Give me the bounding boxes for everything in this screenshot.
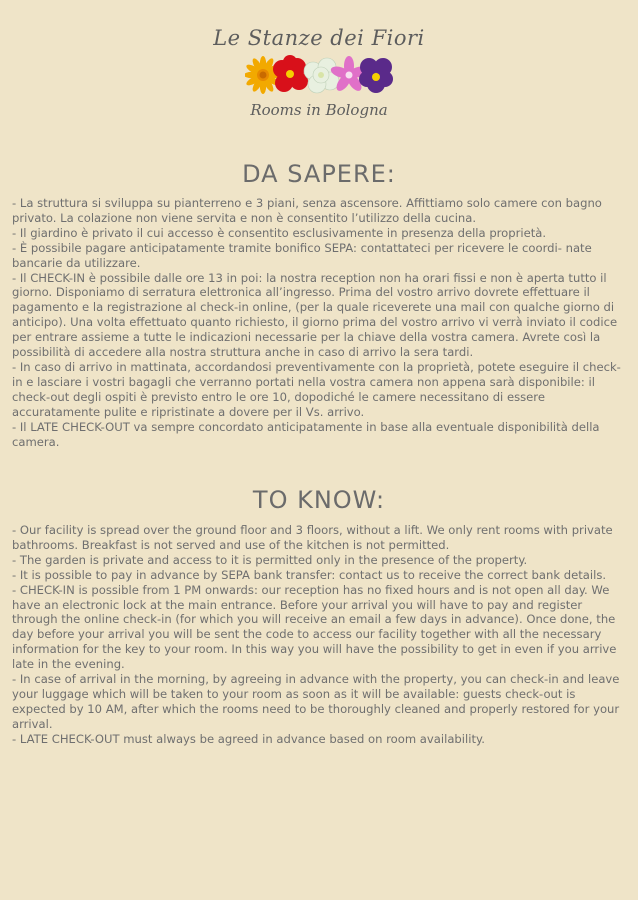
white-flower-icon (304, 58, 339, 93)
brand-tagline: Rooms in Bologna (250, 101, 388, 119)
info-paragraph: - La struttura si sviluppa su pianterreno e 3 piani, senza ascensore. Affittiamo solo camere con bagno privato. La colazione non viene servita e non è consentito l’utilizzo della cucina. (12, 196, 602, 225)
info-paragraph: - Il CHECK-IN è possibile dalle ore 13 in poi: la nostra reception non ha orari fissi e non è aperta tutto il giorno. Disponiamo di serratura elettronica all’ingresso. Prima del vostro arrivo dovrete effettuare il pagamento e la registrazione al check-in online, (per la quale riceverete una mail con qualche giorno di anticipo). Una volta effettuato quanto richiesto, il giorno prima del vostro arrivo vi verrà inviato il codice per entrare assieme a tutte le indicazioni necessarie per la chiave della vostra camera. Avrete così la possibilità di accedere alla nostra struttura anche in caso di arrivo la sera tardi. (12, 270, 618, 360)
info-paragraph: - Our facility is spread over the ground floor and 3 floors, without a lift. We only rent rooms with private bathrooms. Breakfast is not served and use of the kitchen is not permitted. (12, 523, 613, 552)
info-paragraph: - The garden is private and access to it is permitted only in the presence of the property. (12, 552, 528, 567)
info-paragraph: - LATE CHECK-OUT must always be agreed in advance based on room availability. (12, 731, 485, 746)
brand-name: Le Stanze dei Fiori (213, 26, 425, 50)
purple-flower-icon (359, 58, 393, 93)
italian-info-block (12, 196, 628, 449)
info-paragraph: - In caso di arrivo in mattinata, accordandosi preventivamente con la proprietà, potete eseguire il check-in e lasciare i vostri bagagli che verranno portati nella vostra camera non appena sarà disponibile: il check-out degli ospiti è previsto entro le ore 10, dopodiché le camere necessitano di essere accuratamente pulite e ripristinate a dovere per il Vs. arrivo. (12, 359, 621, 419)
info-paragraph: - In case of arrival in the morning, by agreeing in advance with the property, you can check-in and leave your luggage which will be taken to your room as soon as it will be available: guests check-out is expected by 10 AM, after which the rooms need to be thoroughly cleaned and properly restored for your arrival. (12, 672, 620, 731)
english-info-block (12, 523, 628, 747)
section-title-english: TO KNOW: (252, 486, 386, 514)
info-paragraph: - È possibile pagare anticipatamente tramite bonifico SEPA: contattateci per ricevere le coordi- nate bancarie da utilizzare. (12, 240, 592, 270)
info-paragraph: - Il LATE CHECK-OUT va sempre concordato anticipatamente in base alla eventuale disponibilità della camera. (12, 419, 600, 449)
info-paragraph: - CHECK-IN is possible from 1 PM onwards: our reception has no fixed hours and is not open all day. We have an electronic lock at the main entrance. Before your arrival you will have to pay and register through the online check-in (for which you will receive an email a few days in advance). Once done, the day before your arrival you will be sent the code to access our facility together with all the necessary information for the key to your room. In this way you will have the possibility to get in even if you arrive late in the evening. (12, 582, 617, 672)
red-flower-icon (273, 55, 308, 92)
flowers-logo-image (245, 54, 395, 96)
section-title-italian: DA SAPERE: (242, 160, 396, 188)
info-paragraph: - It is possible to pay in advance by SEPA bank transfer: contact us to receive the correct bank details. (12, 567, 607, 582)
info-paragraph: - Il giardino è privato il cui accesso è consentito esclusivamente in presenza della proprietà. (12, 225, 547, 240)
